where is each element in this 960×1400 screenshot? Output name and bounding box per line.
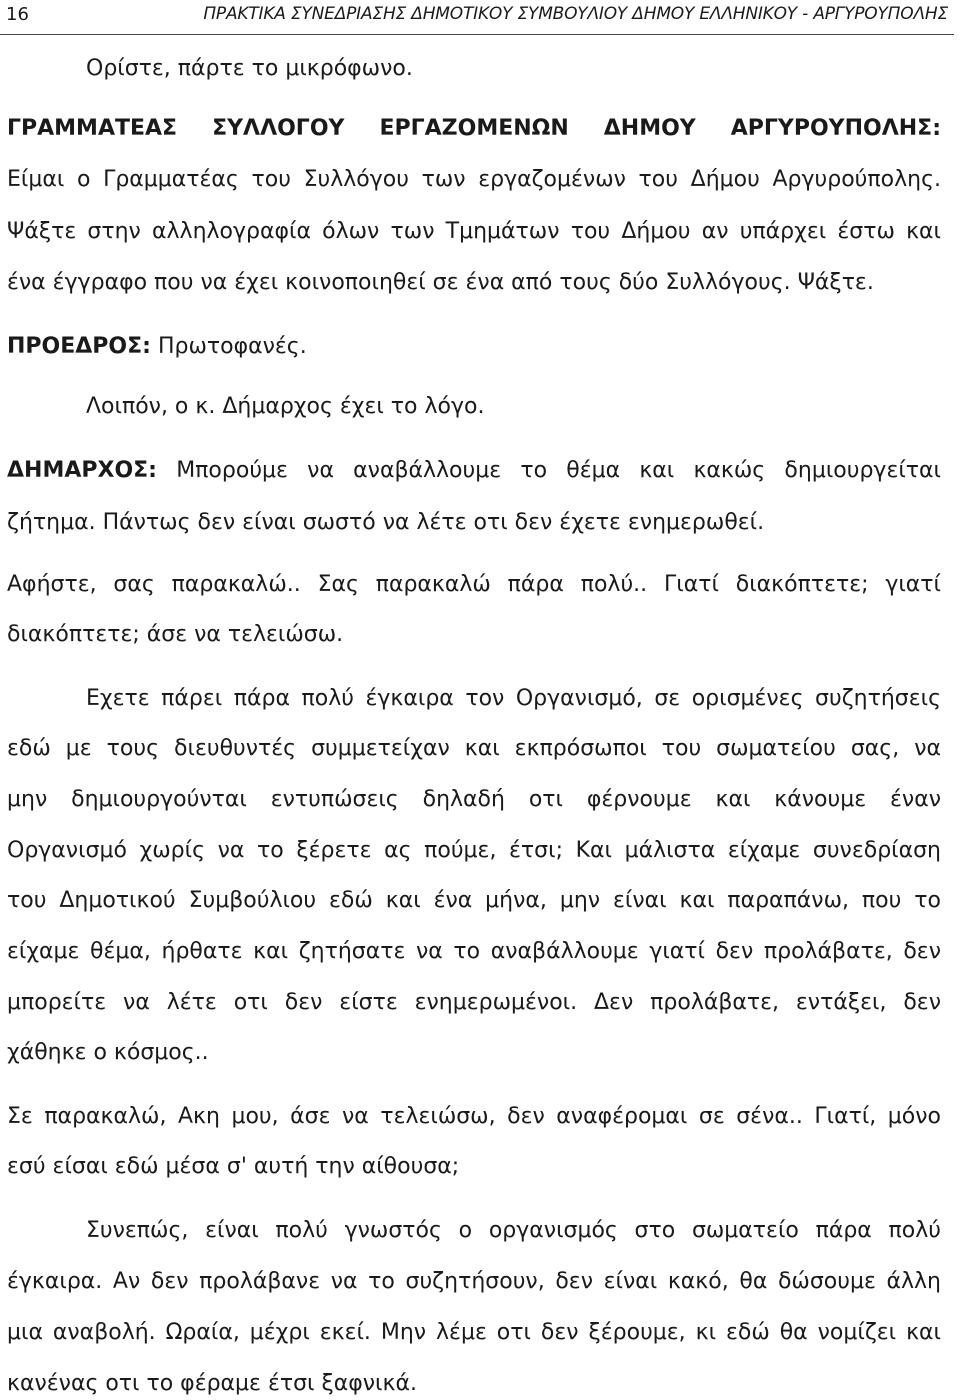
text-line: μπορείτε να λέτε οτι δεν είστε ενημερωμένοι. Δεν προλάβατε, εντάξει, δεν	[7, 990, 941, 1015]
text-line: Εχετε πάρει πάρα πολύ έγκαιρα τον Οργανισμό, σε ορισμένες συζητήσεις	[86, 686, 941, 711]
speech-text: Πρωτοφανές.	[157, 334, 307, 359]
speaker-line-president	[7, 334, 307, 359]
text-line: έγκαιρα. Αν δεν προλάβανε να το συζητήσουν, δεν είναι κακό, θα δώσουμε άλλη	[7, 1269, 941, 1294]
text-line: μια αναβολή. Ωραία, μέχρι εκεί. Μην λέμε οτι δεν ξέρουμε, κι εδώ θα νομίζει και	[7, 1320, 941, 1345]
text-line: Είμαι ο Γραμματέας του Συλλόγου των εργαζομένων του Δήμου Αργυρούπολης.	[7, 167, 941, 192]
text-line: είχαμε θέμα, ήρθατε και ζητήσατε να το αναβάλλουμε γιατί δεν προλάβατε, δεν	[7, 939, 941, 964]
text-line: Ορίστε, πάρτε το μικρόφωνο.	[86, 56, 413, 81]
text-line: μην δημιουργούνται εντυπώσεις δηλαδή οτι φέρνουμε και κάνουμε έναν	[7, 787, 941, 812]
speaker-line-mayor	[7, 458, 941, 483]
speaker-label-secretary: ΓΡΑΜΜΑΤΕΑΣ ΣΥΛΛΟΓΟΥ ΕΡΓΑΖΟΜΕΝΩΝ ΔΗΜΟΥ ΑΡΓΥΡΟΥΠΟΛΗΣ:	[7, 116, 941, 141]
text-line: εδώ με τους διευθυντές συμμετείχαν και εκπρόσωποι του σωματείου σας, να	[7, 736, 941, 761]
page-number: 16	[6, 4, 29, 25]
text-line: Λοιπόν, ο κ. Δήμαρχος έχει το λόγο.	[86, 394, 485, 419]
text-line: διακόπτετε; άσε να τελειώσω.	[7, 622, 344, 647]
text-line: εσύ είσαι εδώ μέσα σ' αυτή την αίθουσα;	[7, 1154, 460, 1179]
text-line: Οργανισμό χωρίς να το ξέρετε ας πούμε, έτσι; Και μάλιστα είχαμε συνεδρίαση	[7, 838, 941, 863]
text-line: ένα έγγραφο που να έχει κοινοποιηθεί σε ένα από τους δύο Συλλόγους. Ψάξτε.	[7, 270, 874, 295]
text-line: Αφήστε, σας παρακαλώ.. Σας παρακαλώ πάρα πολύ.. Γιατί διακόπτετε; γιατί	[7, 572, 941, 597]
speaker-label-mayor: ΔΗΜΑΡΧΟΣ:	[7, 458, 157, 483]
text-line: ζήτημα. Πάντως δεν είναι σωστό να λέτε οτι δεν έχετε ενημερωθεί.	[7, 510, 765, 535]
text-line: χάθηκε ο κόσμος..	[7, 1040, 209, 1065]
text-line: Σε παρακαλώ, Ακη μου, άσε να τελειώσω, δεν αναφέρομαι σε σένα.. Γιατί, μόνο	[7, 1104, 941, 1129]
text-line: Ψάξτε στην αλληλογραφία όλων των Τμημάτων του Δήμου αν υπάρχει έστω και	[7, 219, 941, 244]
text-line: Συνεπώς, είναι πολύ γνωστός ο οργανισμός στο σωματείο πάρα πολύ	[86, 1218, 941, 1243]
speech-text: Μπορούμε να αναβάλλουμε το θέμα και κακώς δημιουργείται	[176, 458, 941, 483]
text-line: κανένας οτι το φέραμε έτσι ξαφνικά.	[7, 1371, 417, 1396]
text-line: του Δημοτικού Συμβούλιου εδώ και ένα μήνα, μην είναι και παραπάνω, που το	[7, 888, 941, 913]
page-header	[0, 0, 954, 35]
running-title: ΠΡΑΚΤΙΚΑ ΣΥΝΕΔΡΙΑΣΗΣ ΔΗΜΟΤΙΚΟΥ ΣΥΜΒΟΥΛΙΟΥ ΔΗΜΟΥ ΕΛΛΗΝΙΚΟΥ - ΑΡΓΥΡΟΥΠΟΛΗΣ	[203, 4, 948, 24]
speaker-label-president: ΠΡΟΕΔΡΟΣ:	[7, 334, 151, 359]
